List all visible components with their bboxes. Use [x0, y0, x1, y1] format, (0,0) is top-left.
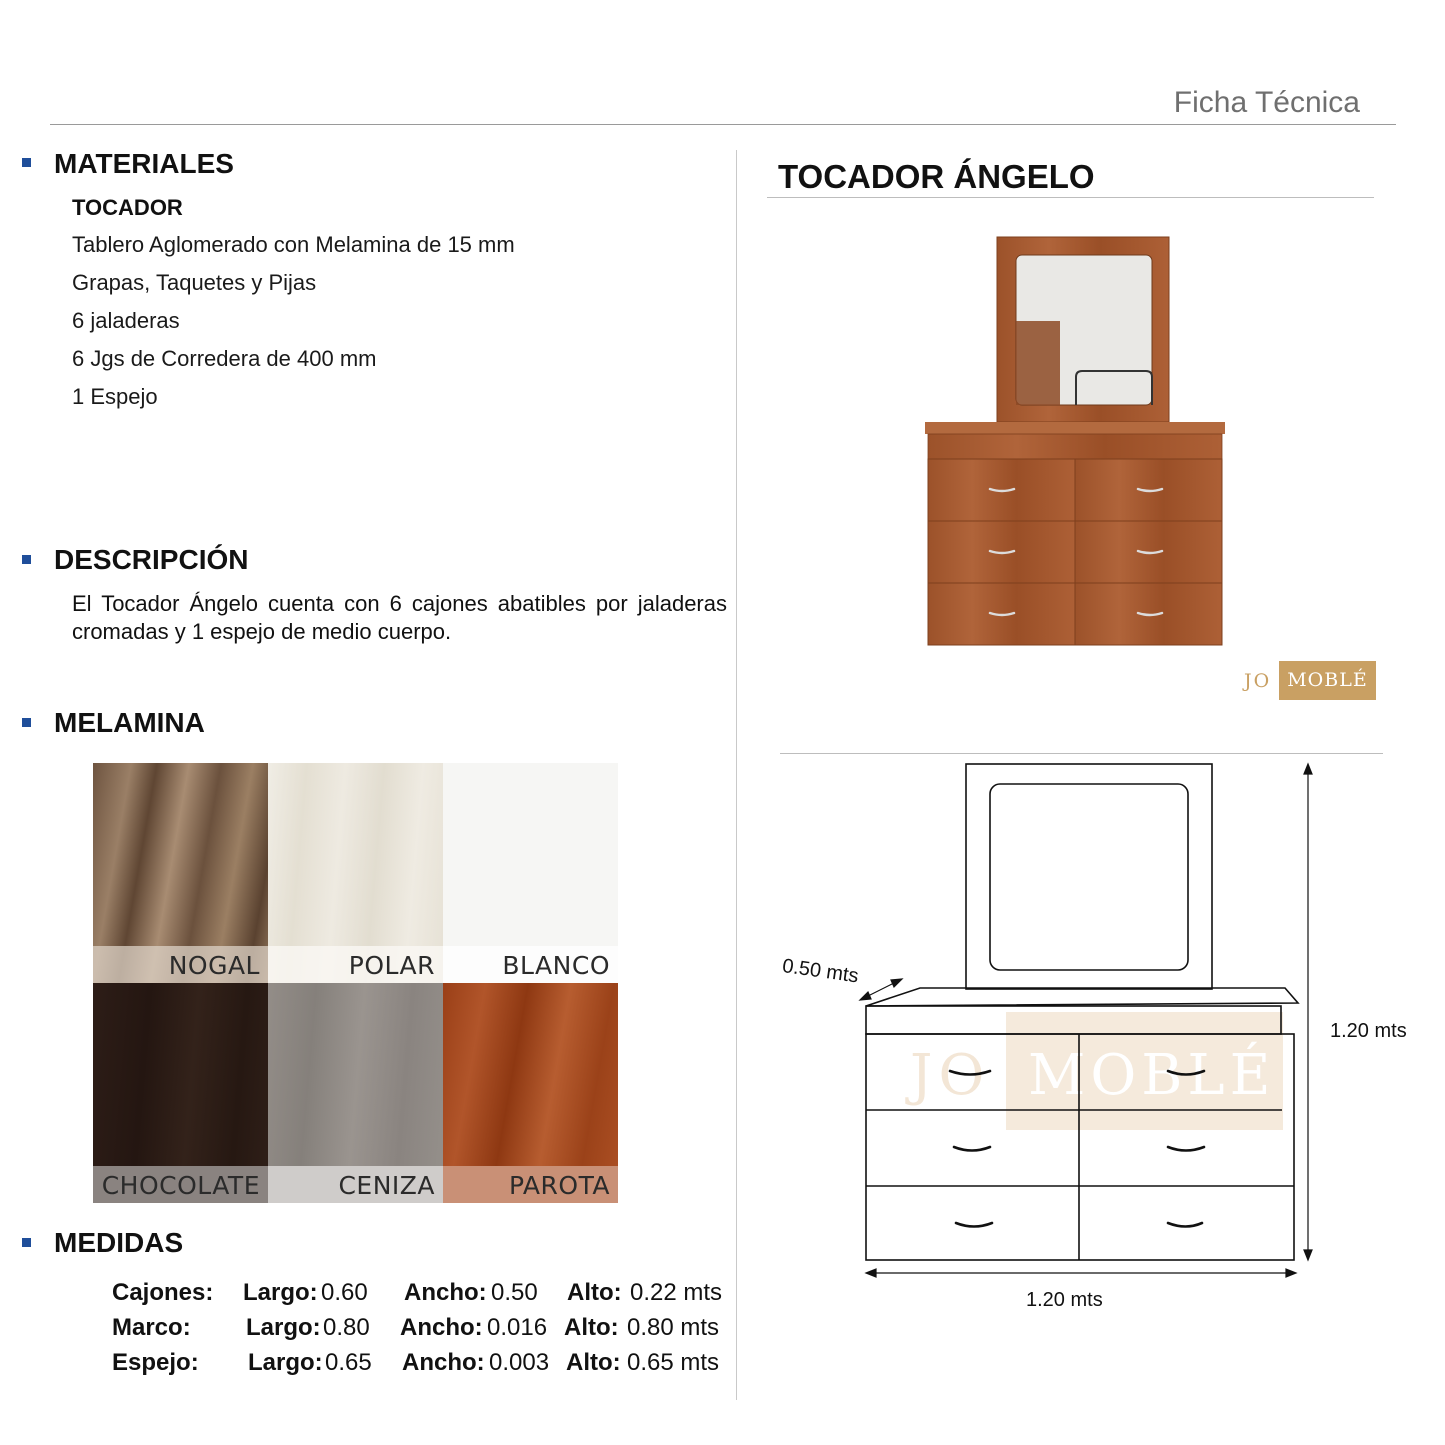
swatch-parota [443, 983, 618, 1203]
section-bullet [22, 158, 31, 167]
swatch-label: BLANCO [443, 946, 618, 983]
alto-value: 0.65 mts [627, 1349, 720, 1376]
depth-dimension: 0.50 mts [780, 955, 860, 988]
section-rule [780, 753, 1383, 754]
descripcion-text: El Tocador Ángelo cuenta con 6 cajones abatibles por jaladeras cromadas y 1 espejo de medio cuerpo. [72, 591, 727, 644]
largo-label: Largo: [246, 1314, 321, 1341]
watermark-text-right: MOBLÉ [1028, 1043, 1276, 1108]
brand-logo [1244, 661, 1376, 700]
dresser-apron [928, 434, 1222, 459]
largo-value: 0.60 [321, 1279, 368, 1306]
swatch-blanco [443, 763, 618, 983]
logo-left-text: JO [1244, 669, 1272, 692]
material-item: Tablero Aglomerado con Melamina de 15 mm [72, 232, 515, 257]
ancho-label: Ancho: [402, 1349, 485, 1376]
header-divider [50, 124, 1396, 125]
medidas-part: Marco: [112, 1314, 191, 1341]
largo-value: 0.80 [323, 1314, 370, 1341]
alto-label: Alto: [564, 1314, 619, 1341]
materiales-subtitle: TOCADOR [72, 195, 183, 220]
section-bullet [22, 555, 31, 564]
drawing-mirror-frame [966, 764, 1212, 989]
logo-right-text: MOBLÉ [1279, 661, 1375, 700]
swatch-label: CENIZA [268, 1166, 443, 1203]
alto-value: 0.80 mts [627, 1314, 720, 1341]
swatch-label: POLAR [268, 946, 443, 983]
watermark-text-left: JO [910, 1043, 991, 1108]
drawing-top [866, 988, 1298, 1006]
dresser-top [925, 422, 1225, 434]
alto-label: Alto: [567, 1279, 622, 1306]
material-item: Grapas, Taquetes y Pijas [72, 270, 317, 295]
height-dimension: 1.20 mts [1330, 1020, 1407, 1042]
largo-value: 0.65 [325, 1349, 372, 1376]
medidas-part: Cajones: [112, 1279, 214, 1306]
largo-label: Largo: [243, 1279, 318, 1306]
mirror-reflection [1016, 321, 1060, 405]
width-dimension: 1.20 mts [1026, 1289, 1103, 1311]
ancho-label: Ancho: [400, 1314, 483, 1341]
product-photo [920, 235, 1230, 647]
largo-label: Largo: [248, 1349, 323, 1376]
dresser-drawers [928, 459, 1222, 645]
material-item: 1 Espejo [72, 384, 158, 409]
material-item: 6 jaladeras [72, 308, 180, 333]
descripcion-heading: DESCRIPCIÓN [54, 544, 249, 575]
ancho-label: Ancho: [404, 1279, 487, 1306]
swatch-nogal [93, 763, 268, 983]
swatch-polar [268, 763, 443, 983]
ancho-value: 0.003 [489, 1349, 550, 1376]
drawing-mirror [990, 784, 1188, 970]
ancho-value: 0.016 [487, 1314, 548, 1341]
medidas-part: Espejo: [112, 1349, 199, 1376]
alto-label: Alto: [566, 1349, 621, 1376]
section-bullet [22, 718, 31, 727]
medidas-heading: MEDIDAS [54, 1227, 184, 1258]
swatch-label: NOGAL [93, 946, 268, 983]
swatch-ceniza [268, 983, 443, 1203]
material-item: 6 Jgs de Corredera de 400 mm [72, 346, 377, 371]
swatch-label: PAROTA [443, 1166, 618, 1203]
swatch-label: CHOCOLATE [93, 1166, 268, 1203]
melamina-heading: MELAMINA [54, 707, 205, 738]
document-header-title: Ficha Técnica [1173, 86, 1360, 119]
swatch-chocolate [93, 983, 268, 1203]
ancho-value: 0.50 [491, 1279, 538, 1306]
product-title-rule [767, 197, 1374, 198]
product-title: TOCADOR ÁNGELO [778, 158, 1095, 195]
column-divider [736, 150, 737, 1400]
section-bullet [22, 1238, 31, 1247]
alto-value: 0.22 mts [630, 1279, 723, 1306]
materiales-heading: MATERIALES [54, 148, 234, 179]
